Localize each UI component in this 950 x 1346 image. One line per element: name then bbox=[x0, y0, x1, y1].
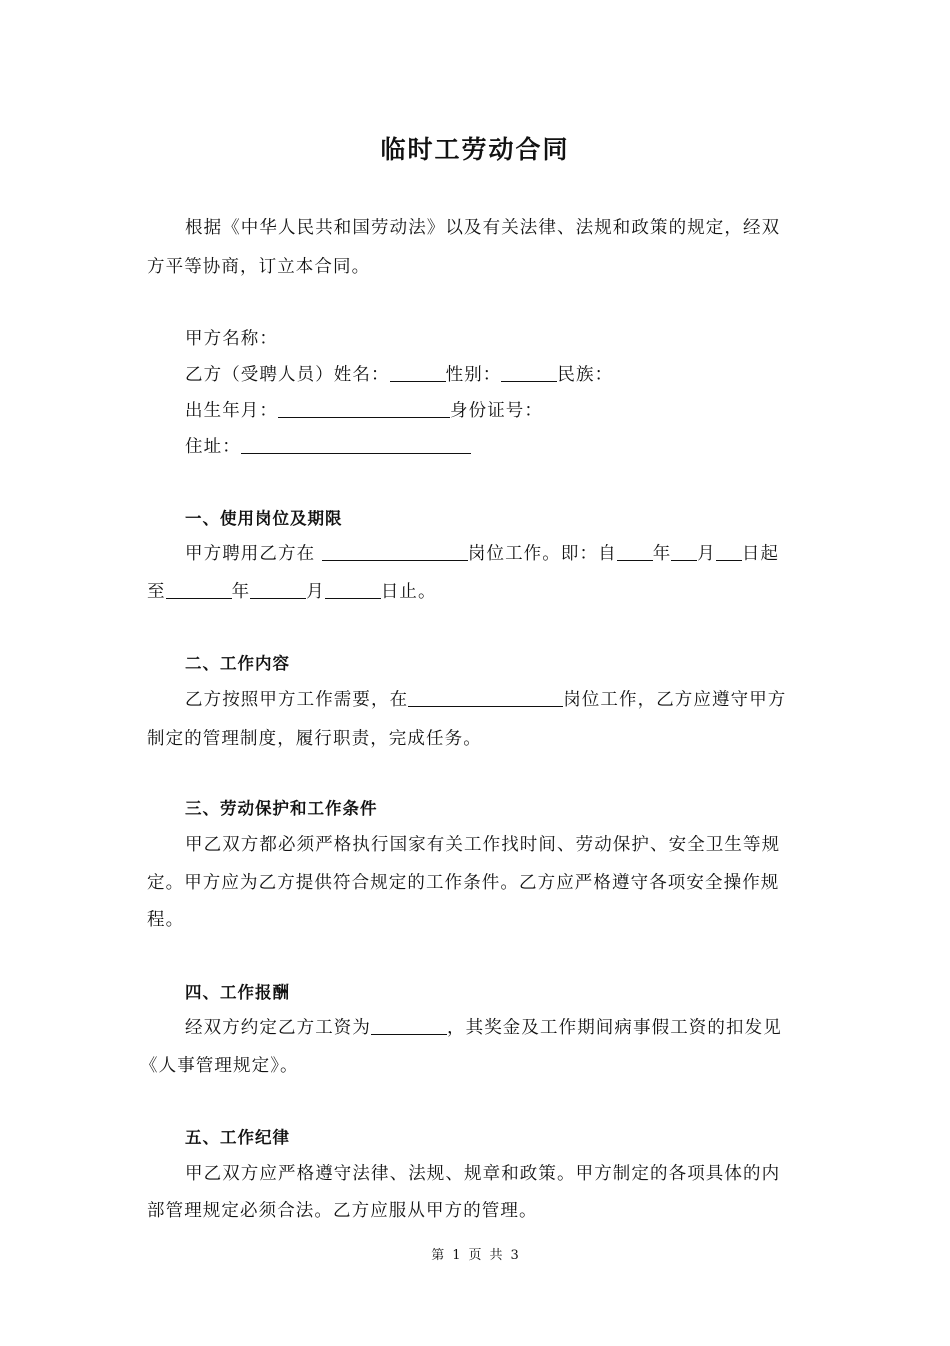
section-3-line-2: 定。甲方应为乙方提供符合规定的工作条件。乙方应严格遵守各项安全操作规 bbox=[147, 873, 780, 893]
end-day-blank bbox=[325, 580, 381, 599]
document-title: 临时工劳动合同 bbox=[380, 135, 570, 164]
end-month-blank bbox=[250, 580, 306, 599]
s4-text-b: ，其奖金及工作期间病事假工资的扣发见 bbox=[447, 1018, 782, 1038]
section-4-line-2: 《人事管理规定》。 bbox=[140, 1056, 299, 1076]
section-4-heading: 四、工作报酬 bbox=[185, 983, 290, 1002]
position-blank bbox=[322, 542, 468, 561]
section-5-line-2: 部管理规定必须合法。乙方应服从甲方的管理。 bbox=[147, 1201, 538, 1221]
end-year-blank bbox=[166, 580, 232, 599]
section-1-heading: 一、使用岗位及期限 bbox=[185, 509, 343, 528]
s1-end-month-label: 月 bbox=[306, 582, 325, 602]
start-year-blank bbox=[617, 542, 653, 561]
id-number-label: 身份证号： bbox=[450, 401, 543, 421]
address-label: 住址： bbox=[185, 437, 241, 457]
footer-total-label: 共 bbox=[489, 1248, 503, 1263]
address-row bbox=[185, 435, 471, 459]
s1-to-label: 至 bbox=[147, 582, 166, 602]
section-1-line-2 bbox=[147, 580, 437, 604]
party-a-label: 甲方名称： bbox=[185, 329, 278, 349]
section-3-line-3: 程。 bbox=[147, 910, 185, 930]
page-footer bbox=[0, 1244, 950, 1263]
address-blank bbox=[241, 435, 471, 454]
birth-label: 出生年月： bbox=[185, 401, 278, 421]
section-1-line-1 bbox=[185, 542, 779, 566]
footer-page-unit: 页 bbox=[468, 1248, 482, 1263]
s1-day-start-label: 日起 bbox=[741, 544, 780, 564]
s1-year-label: 年 bbox=[652, 544, 672, 564]
s2-position-blank bbox=[408, 688, 563, 707]
s1-day-end-label: 日止。 bbox=[380, 582, 437, 602]
intro-line-1: 根据《中华人民共和国劳动法》以及有关法律、法规和政策的规定，经双 bbox=[185, 218, 781, 238]
gender-label: 性别： bbox=[445, 365, 502, 385]
section-2-line-2: 制定的管理制度，履行职责，完成任务。 bbox=[147, 729, 482, 749]
section-5-line-1: 甲乙双方应严格遵守法律、法规、规章和政策。甲方制定的各项具体的内 bbox=[185, 1164, 781, 1184]
section-2-line-1 bbox=[185, 688, 786, 712]
name-blank bbox=[390, 363, 446, 382]
birth-row bbox=[185, 399, 543, 423]
start-month-blank bbox=[671, 542, 697, 561]
footer-total-number: 3 bbox=[510, 1248, 519, 1263]
footer-page-label: 第 bbox=[431, 1248, 445, 1263]
section-3-heading: 三、劳动保护和工作条件 bbox=[185, 799, 378, 818]
party-b-row bbox=[185, 363, 613, 387]
intro-line-2: 方平等协商，订立本合同。 bbox=[147, 257, 371, 277]
s2-text-a: 乙方按照甲方工作需要，在 bbox=[185, 690, 409, 710]
s1-text-a: 甲方聘用乙方在 bbox=[185, 544, 322, 564]
ethnicity-label: 民族： bbox=[557, 365, 614, 385]
start-day-blank bbox=[716, 542, 742, 561]
salary-blank bbox=[371, 1016, 447, 1035]
section-4-line-1 bbox=[185, 1016, 782, 1040]
birth-blank bbox=[278, 399, 450, 418]
party-b-name-label: 乙方（受聘人员）姓名： bbox=[185, 365, 390, 385]
section-2-heading: 二、工作内容 bbox=[185, 654, 290, 673]
section-5-heading: 五、工作纪律 bbox=[185, 1128, 290, 1147]
s1-end-year-label: 年 bbox=[231, 582, 251, 602]
gender-blank bbox=[501, 363, 557, 382]
s1-text-b: 岗位工作。即：自 bbox=[467, 544, 617, 564]
s4-text-a: 经双方约定乙方工资为 bbox=[185, 1018, 371, 1038]
footer-page-number: 1 bbox=[452, 1248, 461, 1263]
s2-text-b: 岗位工作，乙方应遵守甲方 bbox=[563, 690, 787, 710]
section-3-line-1: 甲乙双方都必须严格执行国家有关工作找时间、劳动保护、安全卫生等规 bbox=[185, 835, 781, 855]
s1-month-label: 月 bbox=[697, 544, 716, 564]
